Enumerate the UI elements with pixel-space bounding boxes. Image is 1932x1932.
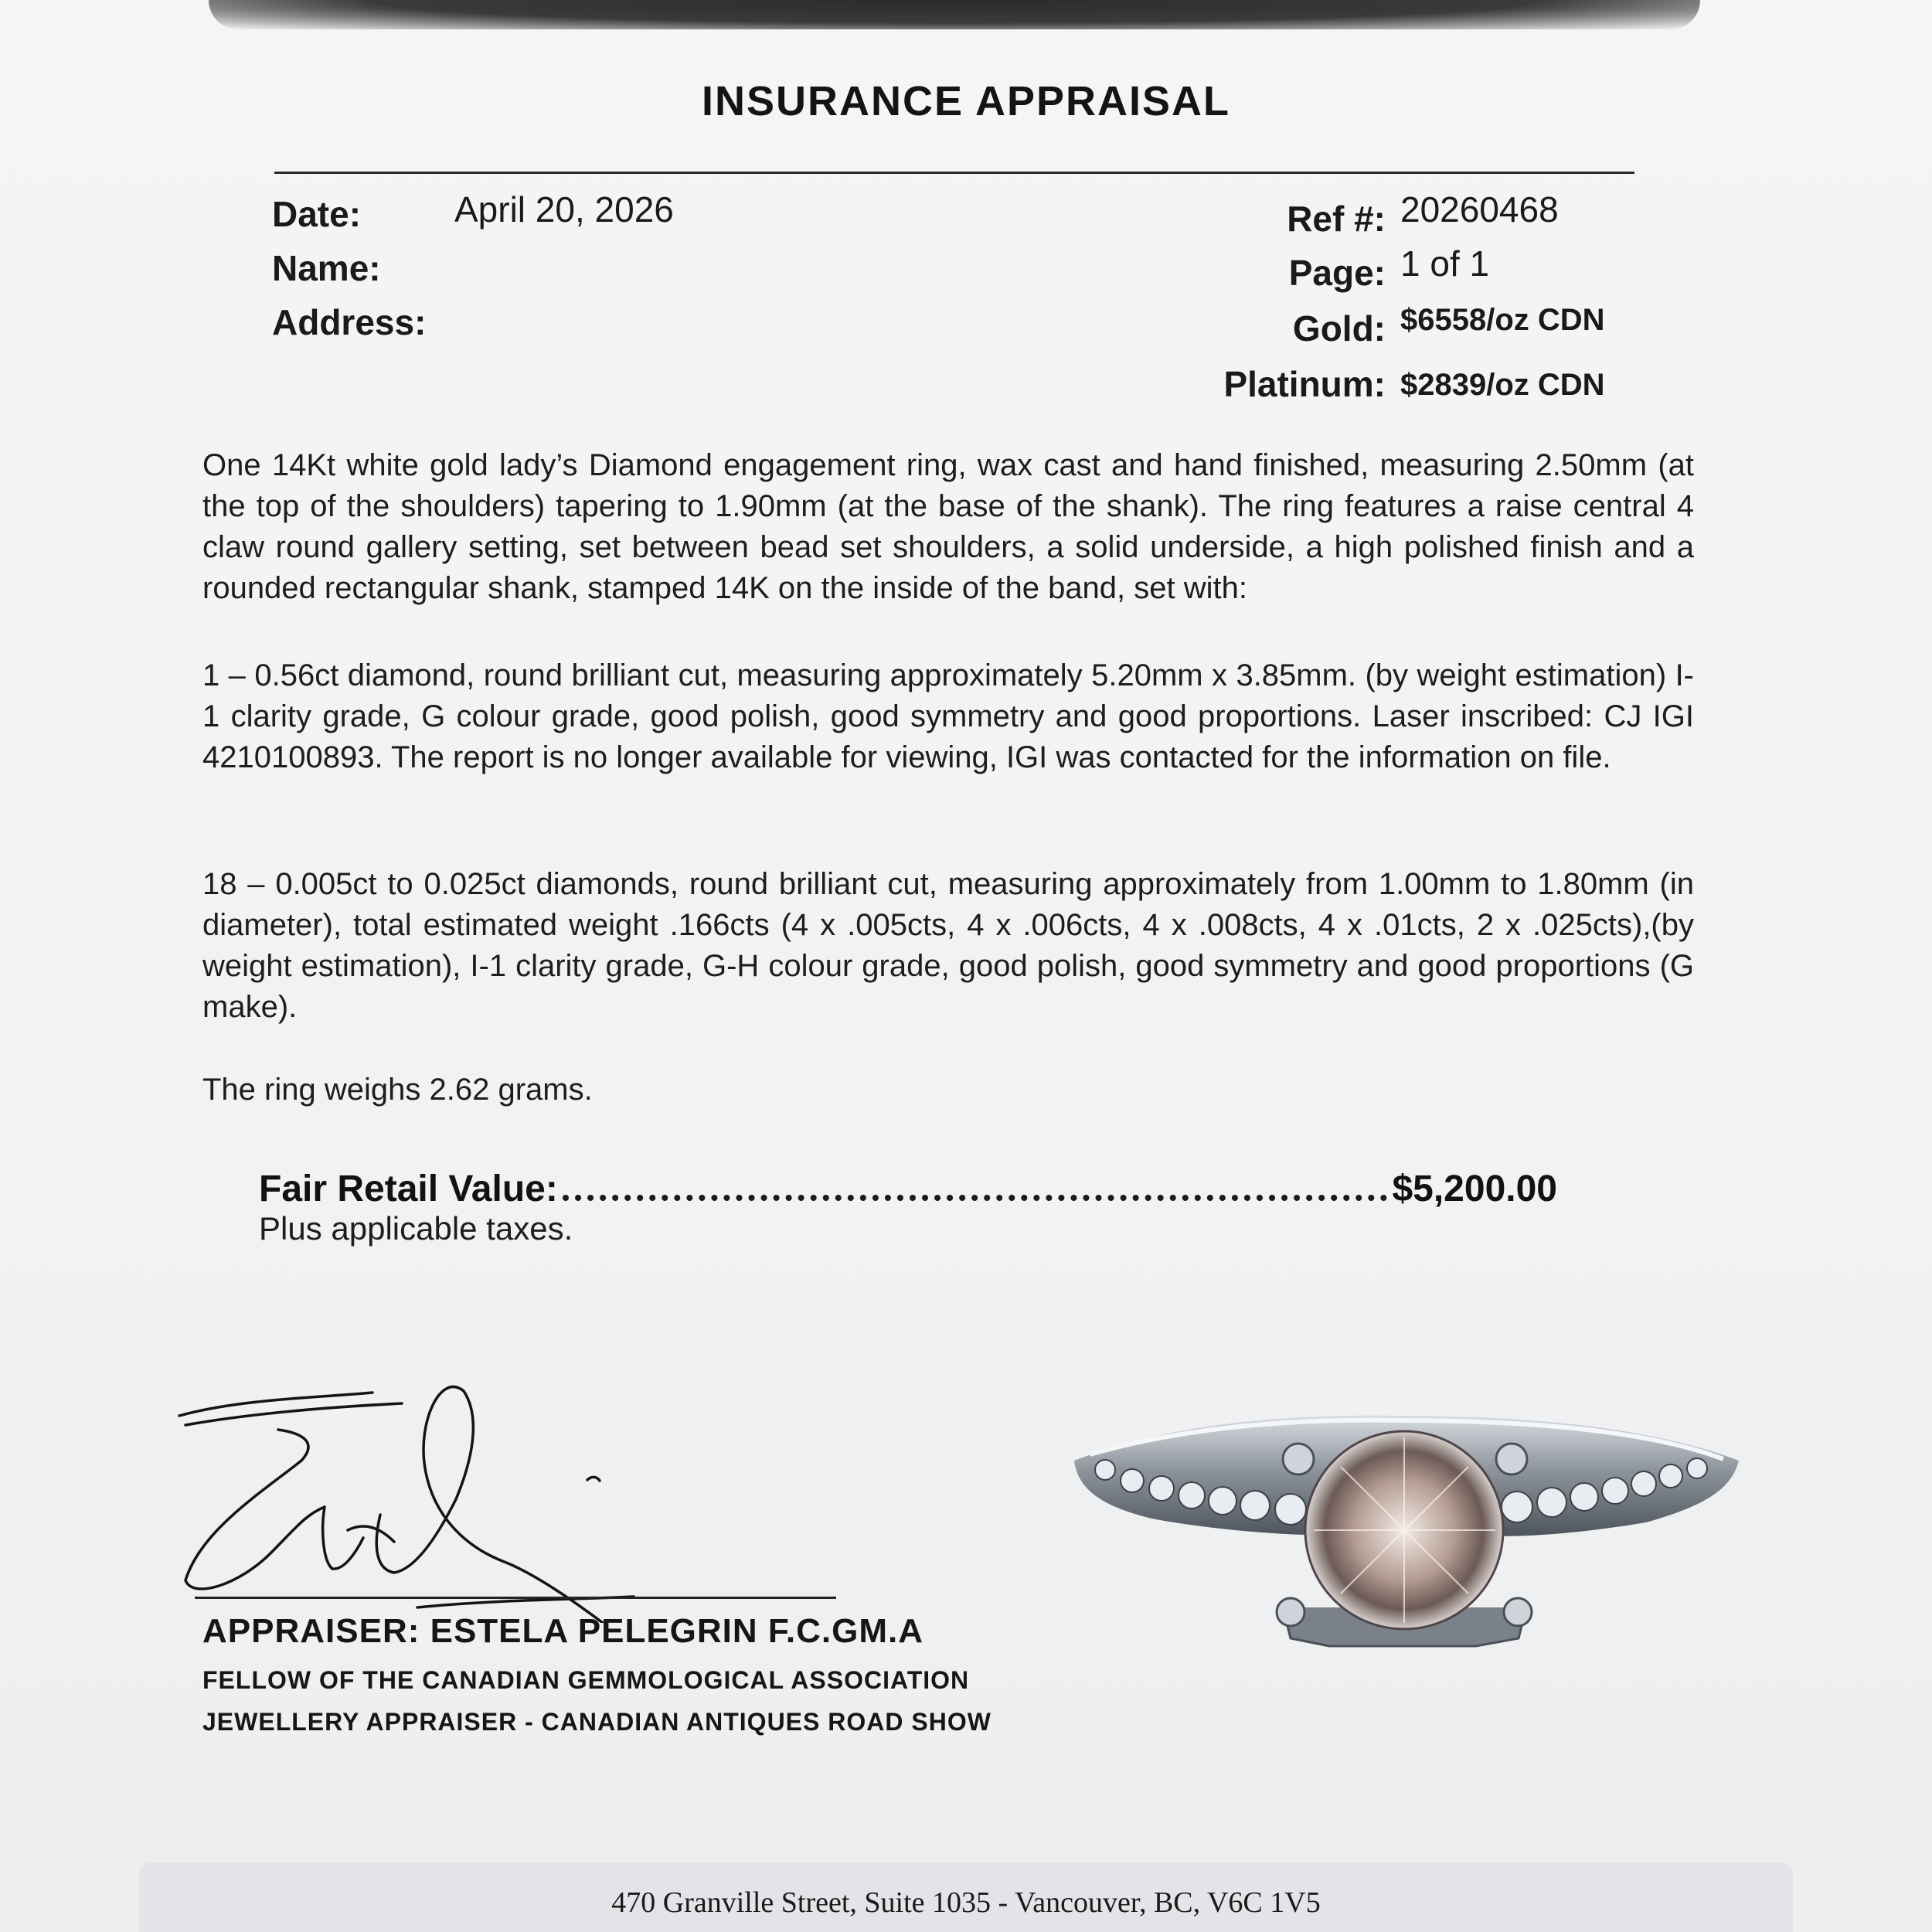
date-value: April 20, 2026 (454, 189, 674, 230)
fair-retail-value-amount: $5,200.00 (1392, 1168, 1557, 1209)
header-divider (274, 172, 1634, 174)
appraiser-signature (170, 1376, 649, 1623)
leader-dots (563, 1195, 1388, 1201)
document-title: INSURANCE APPRAISAL (701, 78, 1231, 124)
ref-value: 20260468 (1400, 189, 1559, 230)
ring-description: One 14Kt white gold lady’s Diamond engagement ring, wax cast and hand finished, measuring 2.50mm (at the top of the shoulders) tapering to 1.90mm (at the base of the shank). The ring features a raise central 4 claw round gallery setting, set between bead set shoulders, a solid underside, a high polished finish and a rounded rectangular shank, stamped 14K on the inside of the band, set with: (202, 448, 1694, 605)
ref-label: Ref #: (1287, 199, 1386, 239)
platinum-label: Platinum: (1223, 364, 1386, 404)
fair-retail-value-line (259, 1161, 1557, 1210)
page-label: Page: (1288, 253, 1386, 293)
ring-photo (1059, 1406, 1747, 1654)
appraiser-credential-roadshow: JEWELLERY APPRAISER - CANADIAN ANTIQUES ROAD SHOW (202, 1708, 992, 1736)
gold-price: $6558/oz CDN (1400, 303, 1605, 337)
platinum-price: $2839/oz CDN (1400, 368, 1605, 402)
signature-line (195, 1597, 836, 1599)
date-label: Date: (272, 194, 362, 234)
name-label: Name: (272, 248, 381, 288)
center-stone-description: 1 – 0.56ct diamond, round brilliant cut, measuring approximately 5.20mm x 3.85mm. (by weight estimation) I-1 clarity grade, G colour grade, good polish, good symmetry and good proportions. Laser inscribed: CJ IGI 4210100893. The report is no longer available for viewing, IGI was contacted for the information on file. (202, 658, 1694, 774)
address-label: Address: (272, 302, 427, 342)
side-stones-description: 18 – 0.005ct to 0.025ct diamonds, round brilliant cut, measuring approximately from 1.00mm to 1.80mm (in diameter), total estimated weight .166cts (4 x .005cts, 4 x .006cts, 4 x .008cts, 4 x .01cts, 2 x .025cts),(by weight estimation), I-1 clarity grade, G-H colour grade, good polish, good symmetry and good proportions (G make). (202, 867, 1694, 1024)
clipboard-shadow (209, 0, 1700, 29)
appraiser-name: APPRAISER: ESTELA PELEGRIN F.C.GM.A (202, 1612, 924, 1650)
company-address: 470 Granville Street, Suite 1035 - Vancouver, BC, V6C 1V5 (611, 1886, 1321, 1919)
taxes-note: Plus applicable taxes. (259, 1210, 573, 1247)
appraiser-credential-cga: FELLOW OF THE CANADIAN GEMMOLOGICAL ASSOCIATION (202, 1666, 970, 1694)
page-value: 1 of 1 (1400, 243, 1490, 284)
ring-weight: The ring weighs 2.62 grams. (202, 1073, 593, 1107)
fair-retail-value-label: Fair Retail Value: (259, 1168, 558, 1209)
gold-label: Gold: (1292, 308, 1386, 349)
